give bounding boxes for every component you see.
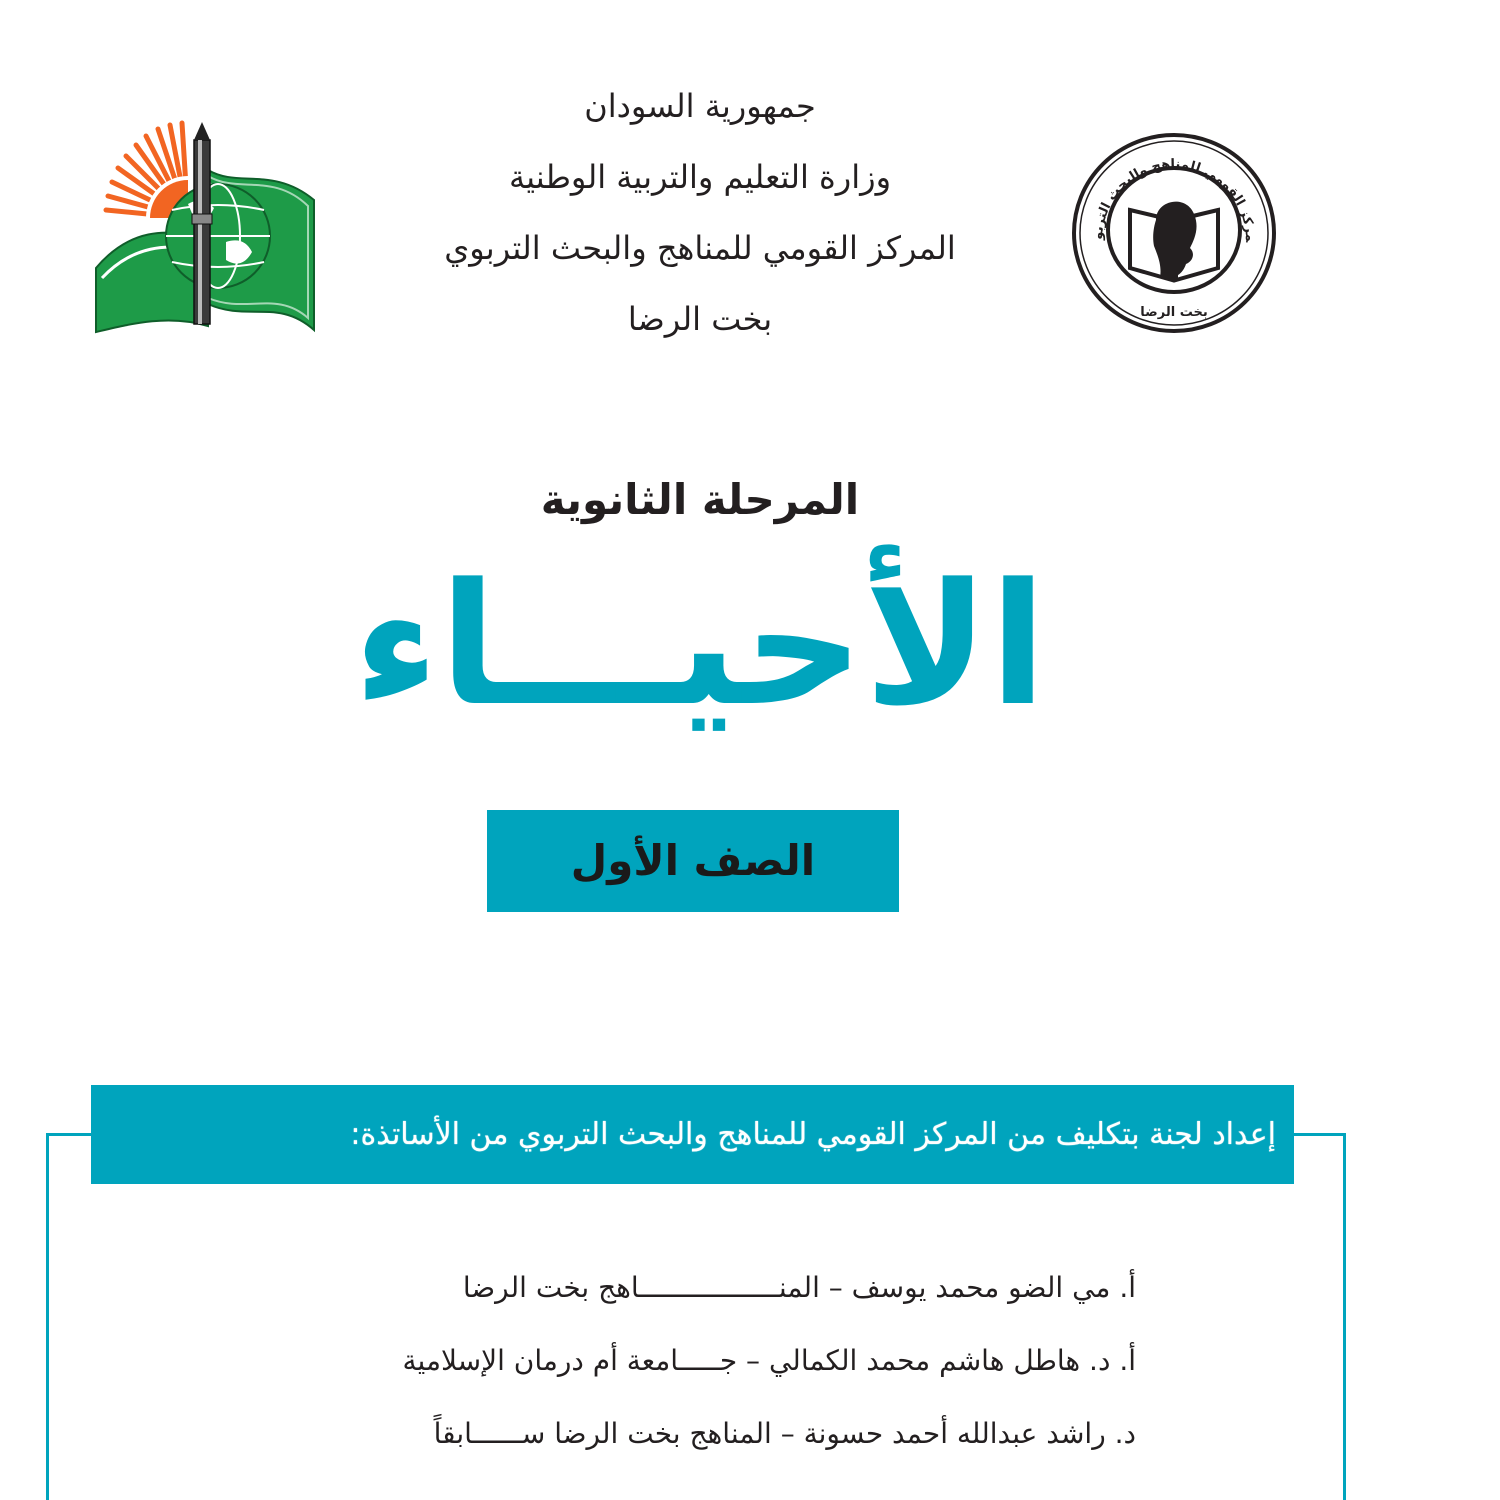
country-line: جمهورية السودان	[584, 87, 816, 125]
svg-text:المركز القومي للمناهج والبحث ا: مركز القومي للمناهج والبحث التربو	[1090, 156, 1258, 243]
list-item: أ. د. هاطل هاشم محمد الكمالي – جـــــامعة أم درمان الإسلامية	[402, 1344, 1136, 1377]
list-item: أ. مي الضو محمد يوسف – المنـــــــــــــــــاهج بخت الرضا	[462, 1271, 1136, 1304]
grade-box	[487, 810, 899, 912]
institute-line: بخت الرضا	[627, 300, 773, 338]
committee-heading: إعداد لجنة بتكليف من المركز القومي للمناهج والبحث التربوي من الأساتذة:	[350, 1116, 1276, 1152]
ministry-emblem-logo	[88, 118, 324, 340]
committee-banner	[91, 1085, 1294, 1184]
list-item: د. راشد عبدالله أحمد حسونة – المناهج بخت الرضا ســــــابقاً	[433, 1417, 1136, 1450]
committee-members-list	[230, 1268, 1136, 1487]
subject-title: الأحيـــاء	[353, 547, 1047, 743]
curriculum-center-seal-logo	[1068, 130, 1280, 336]
institution-header	[380, 88, 1020, 372]
bakht-alruda-seal-icon	[1068, 130, 1280, 336]
grade-label: الصف الأول	[570, 836, 816, 885]
ministry-line: وزارة التعليم والتربية الوطنية	[508, 158, 892, 196]
center-line: المركز القومي للمناهج والبحث التربوي	[444, 229, 956, 267]
globe-flag-pen-emblem-icon	[88, 118, 324, 340]
school-stage-title: المرحلة الثانوية	[540, 475, 860, 524]
svg-text:بخت الرضا: بخت الرضا	[1140, 305, 1208, 320]
